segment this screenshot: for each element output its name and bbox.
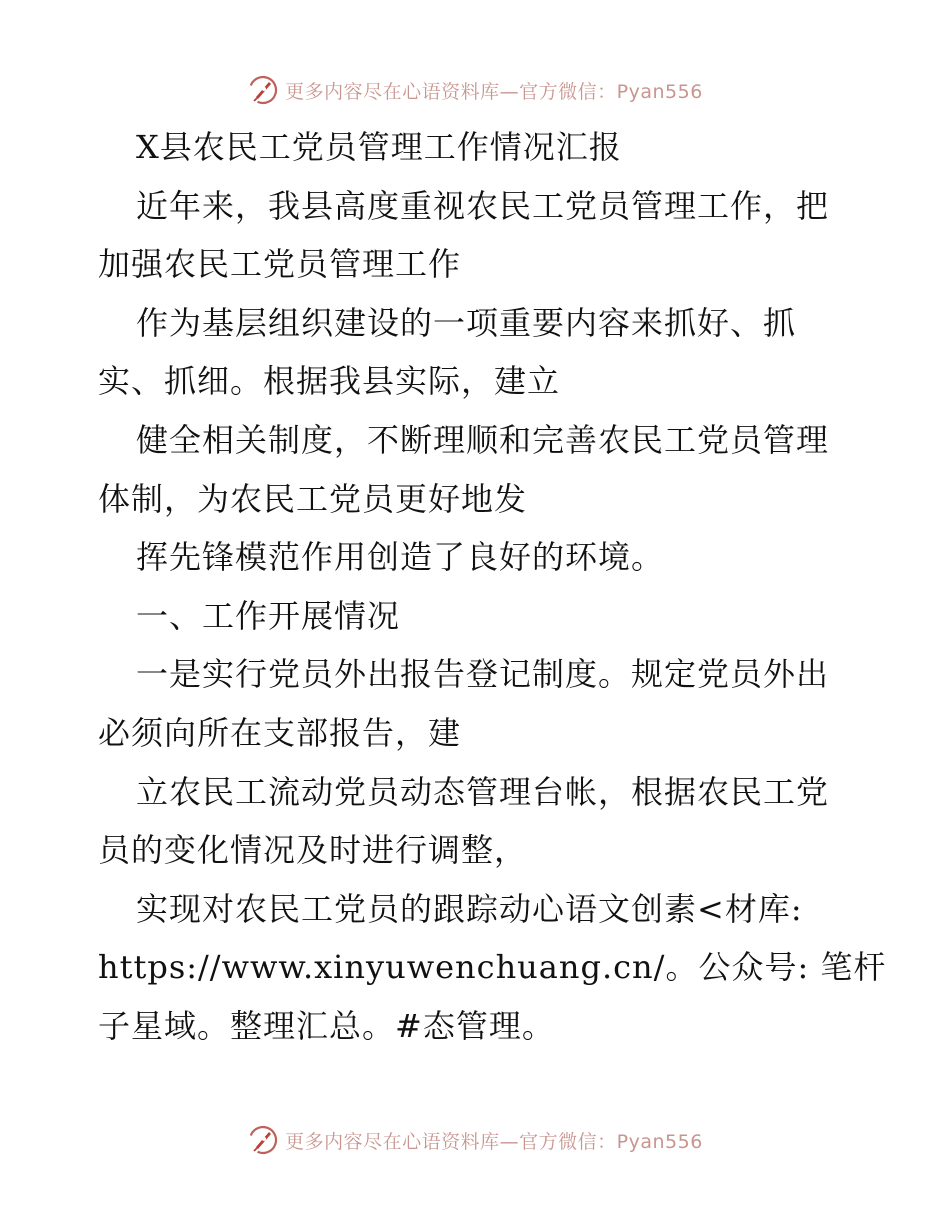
paragraph-line: 体制，为农民工党员更好地发 [98, 479, 528, 518]
paragraph-line: 实、抓细。根据我县实际，建立 [98, 362, 561, 401]
paragraph-line: 健全相关制度，不断理顺和完善农民工党员管理 [136, 420, 830, 459]
paragraph-line: 立农民工流动党员动态管理台帐，根据农民工党 [136, 772, 830, 811]
paragraph-line: 子星域。整理汇总。#态管理。 [98, 1006, 555, 1045]
feather-pen-logo-icon [247, 74, 279, 106]
paragraph-line: 实现对农民工党员的跟踪动心语文创素<材库: [136, 889, 803, 928]
paragraph-line: https://www.xinyuwenchuang.cn/。公众号: 笔杆 [98, 948, 887, 987]
paragraph-line: 加强农民工党员管理工作 [98, 245, 462, 284]
paragraph-line: 必须向所在支部报告，建 [98, 713, 462, 752]
paragraph-line: 作为基层组织建设的一项重要内容来抓好、抓 [136, 303, 797, 342]
feather-pen-logo-icon [247, 1124, 279, 1156]
document-body [98, 118, 887, 1056]
section-heading: 一、工作开展情况 [136, 596, 401, 635]
watermark-text: 更多内容尽在心语资料库—官方微信：Pyan556 [285, 80, 703, 103]
header-watermark-banner [0, 70, 950, 110]
watermark-text: 更多内容尽在心语资料库—官方微信：Pyan556 [285, 1130, 703, 1153]
paragraph-line: 一是实行党员外出报告登记制度。规定党员外出 [136, 655, 830, 694]
paragraph-line: 挥先锋模范作用创造了良好的环境。 [136, 538, 665, 577]
document-title: X县农民工党员管理工作情况汇报 [136, 128, 622, 166]
paragraph-line: 近年来，我县高度重视农民工党员管理工作，把 [136, 186, 830, 225]
paragraph-line: 员的变化情况及时进行调整， [98, 831, 528, 870]
footer-watermark-banner [0, 1120, 950, 1160]
